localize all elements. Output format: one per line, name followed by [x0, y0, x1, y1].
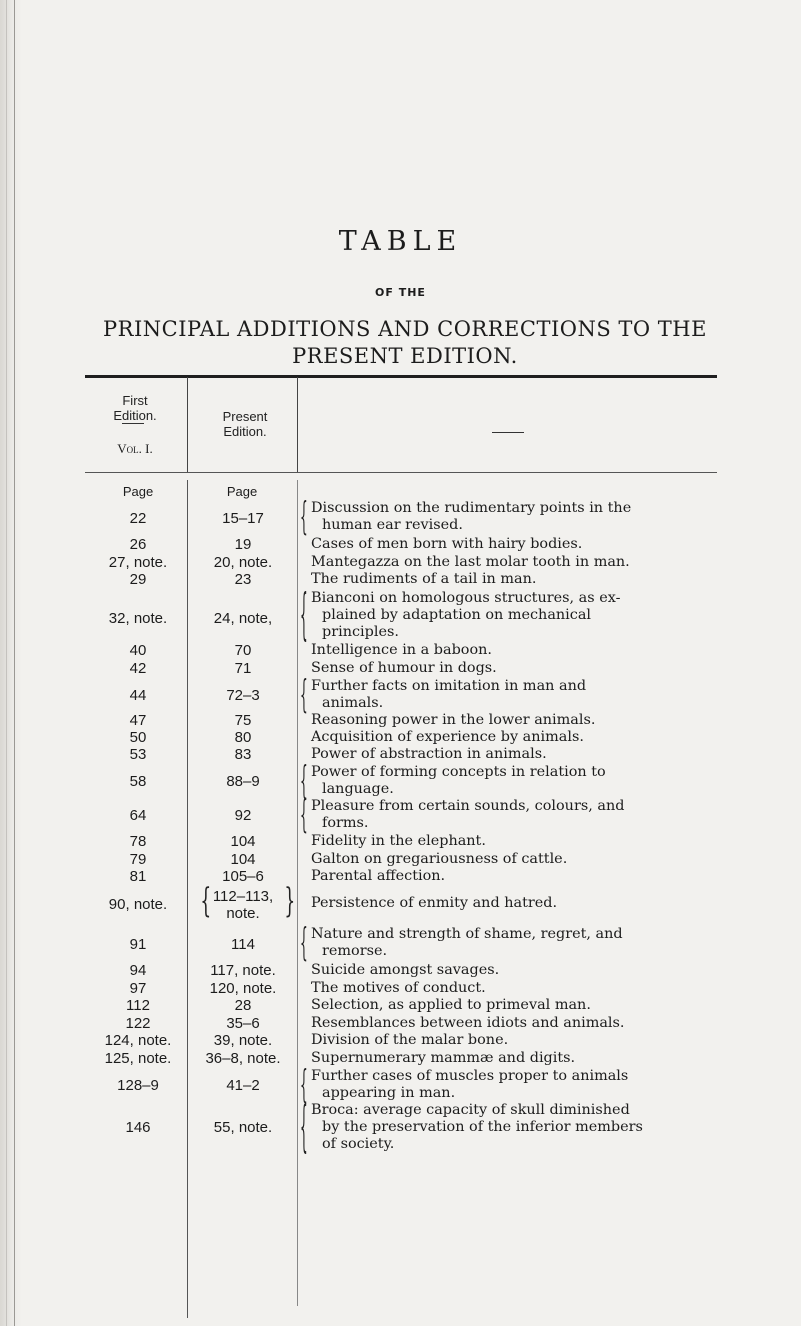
heading-line: PRESENT EDITION.	[292, 344, 518, 368]
addition-description	[311, 1032, 723, 1049]
page-title: TABLE	[338, 226, 463, 257]
addition-description	[311, 729, 723, 746]
description-line: animals.	[322, 695, 384, 711]
present-edition-page: 114	[231, 936, 255, 953]
gutter-line	[14, 0, 15, 1326]
present-edition-page: 70	[234, 642, 252, 659]
present-edition-page	[190, 888, 296, 922]
addition-description	[311, 660, 723, 677]
description-line: Nature and strength of shame, regret, and	[311, 926, 623, 942]
description-line: Power of abstraction in animals.	[311, 746, 547, 762]
present-edition-page: 39, note.	[213, 1032, 273, 1049]
present-edition-page: 88–9	[226, 773, 260, 790]
first-edition-page: 44	[129, 687, 147, 704]
column-rule	[297, 480, 298, 1306]
description-line: The rudiments of a tail in man.	[311, 571, 537, 587]
present-edition-page: 15–17	[222, 510, 264, 527]
description-line: Intelligence in a baboon.	[311, 642, 492, 658]
present-edition-page: 55, note.	[213, 1119, 273, 1136]
first-edition-page: 124, note.	[104, 1032, 172, 1049]
description-line: principles.	[322, 624, 399, 640]
addition-description	[311, 712, 723, 729]
description-line: human ear revised.	[322, 517, 463, 533]
addition-description	[311, 851, 723, 868]
present-edition-page: 92	[234, 807, 252, 824]
first-edition-page: 125, note.	[104, 1050, 172, 1067]
present-edition-page: 105–6	[222, 868, 264, 885]
description-line: Suicide amongst savages.	[311, 962, 500, 978]
header-line: Edition.	[223, 424, 267, 439]
first-edition-page: 91	[129, 936, 147, 953]
description-line: Bianconi on homologous structures, as ex-	[311, 590, 621, 606]
present-edition-page: 104	[230, 833, 256, 850]
description-line: Acquisition of experience by animals.	[311, 729, 584, 745]
brace-glyph: {	[300, 758, 308, 802]
addition-description	[311, 980, 723, 997]
present-edition-page: 19	[234, 536, 252, 553]
present-page-line: note.	[226, 905, 260, 922]
first-edition-page: 79	[129, 851, 147, 868]
brace-glyph: {	[300, 920, 308, 964]
present-page-line: 112–113,	[212, 888, 274, 905]
addition-description	[311, 833, 723, 850]
addition-description	[311, 642, 723, 659]
addition-description	[311, 678, 723, 712]
first-edition-page: 112	[126, 997, 150, 1014]
addition-description	[311, 1068, 723, 1102]
page-heading	[90, 316, 720, 370]
present-edition-page: 75	[234, 712, 252, 729]
addition-description	[311, 536, 723, 553]
volume-label: Vol. I.	[117, 441, 153, 456]
gutter-line	[6, 0, 7, 1326]
present-edition-page: 41–2	[226, 1077, 260, 1094]
brace-glyph: {	[300, 672, 308, 716]
page-label-first: Page	[122, 484, 154, 499]
addition-description	[311, 997, 723, 1014]
present-edition-header	[195, 409, 295, 439]
description-line: Mantegazza on the last molar tooth in man.	[311, 554, 630, 570]
first-edition-page: 27, note.	[108, 554, 168, 571]
present-edition-page: 120, note.	[209, 980, 277, 997]
description-line: Pleasure from certain sounds, colours, and	[311, 798, 625, 814]
addition-description	[311, 590, 723, 641]
description-line: The motives of conduct.	[311, 980, 486, 996]
present-edition-page: 104	[230, 851, 256, 868]
first-edition-page: 64	[129, 807, 147, 824]
present-edition-page: 80	[234, 729, 252, 746]
description-line: Power of forming concepts in relation to	[311, 764, 606, 780]
brace-glyph: }	[284, 881, 296, 921]
present-edition-page: 28	[234, 997, 252, 1014]
header-line: Edition.	[113, 408, 157, 423]
description-line: Resemblances between idiots and animals.	[311, 1015, 625, 1031]
description-line: Supernumerary mammæ and digits.	[311, 1050, 576, 1066]
description-line: Galton on gregariousness of cattle.	[311, 851, 568, 867]
description-line: Parental affection.	[311, 868, 446, 884]
addition-description	[311, 746, 723, 763]
first-edition-page: 42	[129, 660, 147, 677]
first-edition-page: 128–9	[117, 1077, 159, 1094]
heading-line: PRINCIPAL ADDITIONS AND CORRECTIONS TO THE	[103, 317, 707, 341]
brace-glyph: {	[300, 792, 308, 836]
first-edition-page: 58	[129, 773, 147, 790]
description-line: Persistence of enmity and hatred.	[311, 895, 558, 911]
first-edition-page: 32, note.	[108, 610, 168, 627]
addition-description	[311, 571, 723, 588]
present-edition-page: 71	[234, 660, 252, 677]
addition-description	[311, 500, 723, 534]
present-edition-page: 83	[234, 746, 252, 763]
column-rule	[187, 377, 188, 472]
description-line: Reasoning power in the lower animals.	[311, 712, 596, 728]
brace-glyph: {	[200, 881, 212, 921]
first-edition-page: 94	[129, 962, 147, 979]
present-edition-page: 35–6	[226, 1015, 260, 1032]
brace-glyph: {	[300, 494, 308, 538]
column-rule	[297, 377, 298, 472]
header-divider	[122, 423, 144, 424]
description-line: Discussion on the rudimentary points in the	[311, 500, 632, 516]
addition-description	[311, 554, 723, 571]
first-edition-page: 50	[129, 729, 147, 746]
first-edition-page: 22	[129, 510, 147, 527]
addition-description	[311, 798, 723, 832]
addition-description	[311, 1050, 723, 1067]
addition-description	[311, 764, 723, 798]
first-edition-page: 78	[129, 833, 147, 850]
header-rule	[85, 472, 717, 473]
description-line: Fidelity in the elephant.	[311, 833, 486, 849]
addition-description	[311, 1102, 723, 1153]
first-edition-page: 97	[129, 980, 147, 997]
description-line: of society.	[322, 1136, 395, 1152]
first-edition-page: 122	[125, 1015, 151, 1032]
page-label-present: Page	[226, 484, 258, 499]
present-edition-page: 20, note.	[213, 554, 273, 571]
first-edition-page: 81	[129, 868, 147, 885]
first-edition-page: 53	[129, 746, 147, 763]
addition-description	[311, 868, 723, 885]
addition-description	[311, 1015, 723, 1032]
first-edition-page: 29	[129, 571, 147, 588]
addition-description	[311, 962, 723, 979]
description-line: appearing in man.	[322, 1085, 456, 1101]
first-edition-page: 90, note.	[108, 896, 168, 913]
first-edition-page: 146	[125, 1119, 151, 1136]
description-line: Further facts on imitation in man and	[311, 678, 587, 694]
header-line: First	[122, 393, 148, 408]
description-line: plained by adaptation on mechanical	[322, 607, 592, 623]
description-line: Further cases of muscles proper to animals	[311, 1068, 629, 1084]
present-edition-page: 24, note,	[213, 610, 273, 627]
book-spine-shadow	[0, 0, 22, 1326]
description-line: remorse.	[322, 943, 388, 959]
page-subtitle: OF THE	[375, 286, 426, 299]
first-edition-page: 26	[129, 536, 147, 553]
header-line: Present	[222, 409, 268, 424]
description-line: forms.	[322, 815, 369, 831]
brace-glyph: {	[300, 1062, 308, 1106]
present-edition-page: 36–8, note.	[205, 1050, 281, 1067]
description-line: Division of the malar bone.	[311, 1032, 509, 1048]
description-line: Cases of men born with hairy bodies.	[311, 536, 583, 552]
description-header-dash	[492, 432, 524, 433]
description-line: by the preservation of the inferior members	[322, 1119, 643, 1135]
brace-glyph: {	[300, 1094, 308, 1158]
description-line: Sense of humour in dogs.	[311, 660, 497, 676]
first-edition-page: 40	[129, 642, 147, 659]
first-edition-page: 47	[129, 712, 147, 729]
present-edition-page: 23	[234, 571, 252, 588]
present-edition-page: 72–3	[226, 687, 260, 704]
description-line: Selection, as applied to primeval man.	[311, 997, 591, 1013]
first-edition-header	[90, 393, 180, 423]
addition-description	[311, 926, 723, 960]
table-top-rule	[85, 375, 717, 378]
present-edition-page: 117, note.	[210, 962, 276, 979]
description-line: Broca: average capacity of skull diminished	[311, 1102, 630, 1118]
description-line: language.	[322, 781, 394, 797]
addition-description	[311, 895, 723, 912]
brace-glyph: {	[300, 582, 308, 646]
